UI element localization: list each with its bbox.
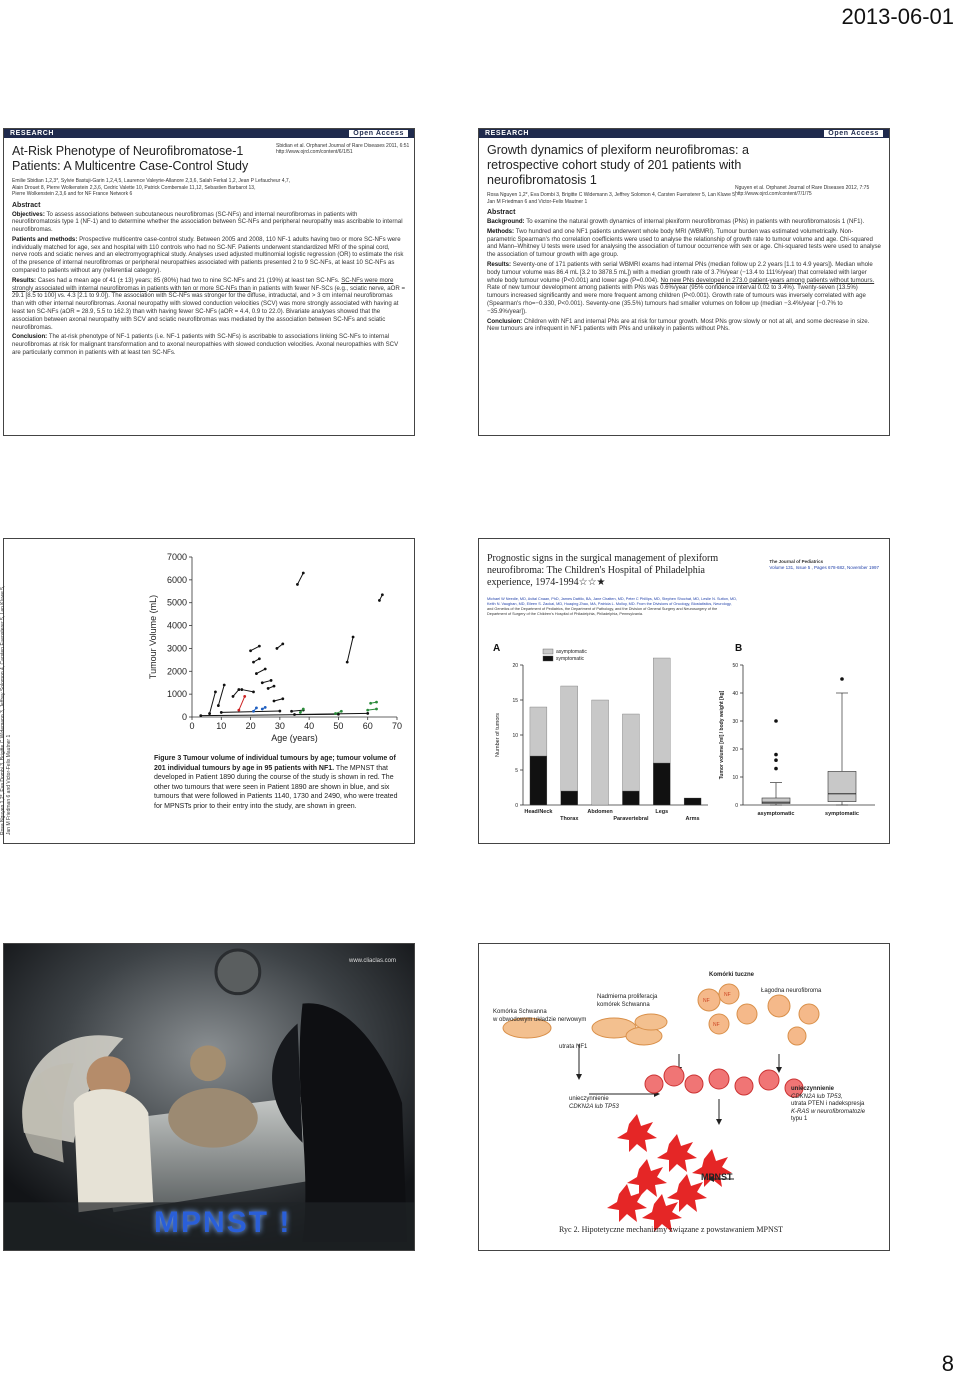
- panel-label: B: [735, 643, 743, 654]
- box: [762, 798, 790, 804]
- bar-segment: [622, 714, 639, 791]
- results-label: Results:: [12, 276, 37, 284]
- data-segment: [242, 690, 254, 692]
- wall-clock: [216, 950, 260, 994]
- nf-label: NF: [713, 1022, 720, 1028]
- label-line: w obwodowym układzie nerwowym: [493, 1016, 587, 1023]
- y-axis-label: Tumour Volume (mL): [148, 594, 158, 680]
- x-tick-label: Head/Neck: [524, 809, 553, 815]
- journal-volume[interactable]: Volume 131, Issue 5 , Pages 678-682, November 1997: [769, 565, 879, 570]
- article-title: [487, 553, 747, 589]
- results-text: Seventy-one of 171 patients with serial WBMRI exams had internal PNs (median follow up 2.2 years [1.1 to 4.9 years]). Median whole body tumour volume was 86.4 mL [3.2 to 3878.5 mL]) with a median growth rate of 3.7%/year (−13.4 to 111%/year) that correlated with larger whole body tumour volume (P<0.001) and lower age (P=0.004).: [487, 260, 873, 284]
- x-tick-label: 40: [304, 721, 315, 731]
- title-line: Prognostic signs in the surgical management of plexiform: [487, 553, 719, 564]
- y-tick-label: 3000: [166, 643, 187, 654]
- diagram-caption: Ryc 2. Hipotetyczne mechanizmy związane z powstawaniem MPNST: [559, 1225, 784, 1234]
- tumour-volume-chart: [142, 543, 412, 755]
- journal-name: The Journal of Pediatrics: [769, 559, 824, 564]
- title-line: Patients: A Multicentre Case-Control Study: [12, 159, 249, 173]
- data-point: [366, 712, 369, 715]
- research-bar: [479, 129, 889, 138]
- mpnst-cell: [657, 1134, 697, 1172]
- rotated-header-content: [0, 543, 12, 839]
- y-tick-label: 5: [515, 768, 518, 774]
- y-tick-label: 20: [512, 663, 518, 669]
- results-text: Cases had a mean age of 41 (± 13) years; 85 (80%) had two to nine SC-NFs and 21 (19%) at least ten SC-NFs.: [37, 276, 340, 284]
- y-tick-label: 20: [732, 747, 738, 753]
- data-point: [264, 706, 267, 709]
- data-point: [252, 690, 255, 693]
- mast-cell: [737, 1004, 757, 1024]
- abstract-heading: Abstract: [487, 209, 516, 216]
- data-point: [261, 681, 264, 684]
- background-text: To examine the natural growth dynamics of internal plexiform neurofibromas (PNs) in patients with neurofibromatosis 1 (NF1).: [526, 218, 865, 225]
- y-tick-label: 5000: [166, 597, 187, 608]
- x-tick-label: Arms: [685, 816, 700, 822]
- data-point: [237, 688, 240, 691]
- x-tick-label: 30: [274, 721, 285, 731]
- conclusion-text: Children with NF1 and internal PNs are at risk for tumour growth. Most PNs grow slowly or not at all, and some decrease in size. New tumours are infrequent in NF1 patients with PNs and unlikely in patients without PNs.: [487, 317, 870, 333]
- bar-segment: [530, 707, 547, 756]
- data-point: [276, 647, 279, 650]
- authors-line: Department of Surgery of the Children's Hospital of Philadelphia, Philadelphia, Pennsylvania.: [487, 612, 644, 616]
- page-date: 2013-06-01: [841, 4, 954, 29]
- outlier-point: [774, 753, 778, 757]
- conclusion-text: The at-risk phenotype of NF-1 patients (i.e. NF-1 patients with SC-NFs) is ascribable to associations linking SC-NFs to internal neurofibromas at risk for malignant transformation and to axonal neuropathies with slowed conduction velocities. Axonal neuropathies with SCV are particularly common in patients with at least ten SC-NFs.: [12, 333, 399, 357]
- data-segment: [218, 685, 224, 706]
- citation-line: Nguyen et al. Orphanet Journal of Rare Diseases 2012, 7:75: [735, 185, 870, 191]
- abstract-heading: Abstract: [12, 201, 41, 209]
- data-point: [334, 712, 337, 715]
- outlier-point: [840, 677, 844, 681]
- abstract-body: [4, 211, 414, 357]
- conclusion-label: Conclusion:: [487, 317, 523, 325]
- label-line: unieczynnienie: [569, 1096, 609, 1102]
- neurofibroma-cell: [735, 1077, 753, 1095]
- neurofibroma-cell: [664, 1066, 684, 1086]
- data-point: [223, 684, 226, 687]
- research-label: RESEARCH: [485, 130, 530, 137]
- authors-line: Jan M Friedman 6 and Victor-Felix Mautner 1: [6, 734, 12, 835]
- authors-line: Jan M Friedman 6 and Victor-Felix Mautner 1: [487, 198, 588, 205]
- citation-url[interactable]: http://www.ojrd.com/content/6/1/51: [276, 149, 353, 155]
- y-axis-label: Number of tumors: [495, 712, 501, 758]
- data-point: [249, 649, 252, 652]
- open-access-label: Open Access: [349, 130, 408, 137]
- x-tick-label: Abdomen: [587, 809, 613, 815]
- data-segment: [256, 669, 265, 674]
- slide-nguyen-article: [478, 128, 890, 436]
- bar-segment: [561, 686, 578, 791]
- x-tick-label: Legs: [655, 809, 669, 815]
- data-point: [255, 672, 258, 675]
- y-tick-label: 0: [181, 712, 187, 722]
- y-tick-label: 15: [512, 698, 518, 704]
- label-line: Nadmierna proliferacja: [597, 994, 658, 1000]
- mast-cell: [799, 1004, 819, 1024]
- data-point: [281, 697, 284, 700]
- inactivation-right-label: [791, 1086, 865, 1124]
- data-point: [352, 636, 355, 639]
- methods-text: Two hundred and one NF1 patients underwent whole body MRI (WBMRI). Tumour burden was estimated volumetrically. Non-parametric Spearman's rho correlation coefficients were used to analyse the relationship of growth rate to tumour volume and age. Chi-squared and Mann–Whitney U tests were used for analysing the association of tumour occurrence with sex or age. Chi-squared tests were used to analyse the association of tumour growth with age group.: [487, 227, 881, 259]
- x-tick-label: symptomatic: [825, 811, 859, 817]
- slide-prognostic-signs: [478, 538, 890, 844]
- data-point: [378, 599, 381, 602]
- legend-swatch: [543, 649, 553, 654]
- data-point: [302, 708, 305, 711]
- background-label: Background:: [487, 218, 525, 225]
- article-title: [479, 138, 889, 188]
- data-segment: [239, 696, 245, 710]
- data-point: [258, 645, 261, 648]
- authors-line: Rosa Nguyen 1,2*, Eva Dombi 3, Brigitte C Widemann 3, Jeffrey Solomon 4, Carsten Fuensterer 5, Lan Kluwe 5,: [487, 192, 737, 198]
- data-point: [208, 712, 211, 715]
- data-point: [273, 700, 276, 703]
- title-line: neurofibromatosis 1: [487, 173, 597, 187]
- bar-segment: [684, 798, 701, 805]
- data-point: [267, 687, 270, 690]
- x-tick-label: 70: [391, 721, 403, 731]
- y-tick-label: 10: [512, 733, 518, 739]
- citation: [276, 143, 409, 155]
- citation-url[interactable]: http://www.ojrd.com/content/7/1/75: [735, 191, 812, 197]
- data-point: [340, 710, 343, 713]
- inactivation-left-label: [569, 1096, 619, 1111]
- y-tick-label: 2000: [166, 666, 187, 677]
- methods-label: Patients and methods:: [12, 235, 78, 243]
- authors: [0, 543, 12, 839]
- tumor-volume-box-plot: [715, 639, 885, 839]
- authors-line: and Genetics of the Department of Pediatrics, the Department of Pathology, and the Division of General Surgery and Neurosurgery of the: [487, 607, 718, 611]
- neurofibroma-cell: [709, 1069, 729, 1089]
- x-tick-label: Paravertebral: [613, 816, 649, 822]
- authors-line: Emilie Sbidian 1,2,3*, Sylvie Bastuji-Garin 1,2,4,5, Laurence Valeyrie-Allanore 2,3,6, Salah Ferkal 1,2, Jean P Lefaucheur 4,7,: [12, 178, 291, 184]
- data-point: [375, 701, 378, 704]
- data-segment: [297, 573, 303, 584]
- slide-illustration: [3, 943, 415, 1251]
- data-point: [220, 711, 223, 714]
- mast-cell: [768, 995, 790, 1017]
- title-line: experience, 1974-1994☆☆★: [487, 577, 606, 588]
- objectives-label: Objectives:: [12, 210, 45, 218]
- data-point: [252, 661, 255, 664]
- y-tick-label: 6000: [166, 574, 187, 585]
- data-point: [240, 688, 243, 691]
- caption-text: The MPNST that developed in Patient 1890 during the course of the study is shown in red. The other two tumours that were seen in Patient 1890 are shown in blue, and six tumours that were followed in Patients 1140, 1730 and 2490, who were treated for MPNSTs prior to their entry into the study, are shown in green.: [154, 764, 398, 810]
- mpnst-cell: [617, 1114, 657, 1152]
- open-access-label: Open Access: [824, 130, 883, 137]
- data-point: [302, 572, 305, 575]
- bar-segment: [530, 756, 547, 805]
- hospital-scene-illustration: [4, 944, 414, 1250]
- legend-label: asymptomatic: [556, 649, 587, 655]
- data-point: [346, 661, 349, 664]
- authors-line[interactable]: Keith N. Vaughan, MD, Eileen S. Zackai, MD, Huaqing Zhao, MA, Patricia L. Molloy, MD. From the Divisions of Oncology, Biostatistics, Neurology,: [487, 602, 732, 606]
- conclusion-label: Conclusion:: [12, 333, 48, 341]
- patient-figure: [168, 1088, 258, 1148]
- authors-line: Pierre Wolkenstein 2,3,6 and for NF France Network 6: [12, 191, 133, 197]
- label-line: Komórka Schwanna: [493, 1009, 547, 1015]
- label-line: typu 1: [791, 1116, 808, 1122]
- data-point: [270, 679, 273, 682]
- data-point: [264, 668, 267, 671]
- rotated-article-header: [0, 539, 114, 845]
- methods-label: Methods:: [487, 227, 515, 235]
- x-tick-label: 0: [189, 721, 195, 731]
- citation-line: Sbidian et al. Orphanet Journal of Rare Diseases 2011, 6:51: [276, 143, 410, 149]
- y-tick-label: 10: [732, 775, 738, 781]
- data-point: [366, 709, 369, 712]
- authors-line: Rosa Nguyen 1,2*, Eva Dombi 3, Brigitte C Widemann 3, Jeffrey Solomon 4, Carsten Fuensterer 5, Lan Kluwe 5,: [0, 585, 6, 835]
- y-tick-label: 0: [735, 803, 738, 809]
- y-tick-label: 4000: [166, 620, 187, 631]
- results-text: in patients with fewer NF-SCs (e.g., sciatic nerve, aOR = 29.1 [8.5 to 100] vs. 4.3 [2.1 to 9.0]). The association with SC-NFs was stronger for the diffuse, intraductal, and > 3 cm internal neurofibromas than with other internal neurofibromas. Axonal neuropathy with slowed conduction velocities (SCV) was more strongly associated with having at least ten SC-NFs (aOR = 28.9, 5.5 to 162.3) than with having fewer SC-NFs (aOR = 4.4, 0.9 to 22.0). Bivariate analyses showed that the association between axonal neuropathy with SCV and sciatic neurofibromas was mediated by the association between SC-NFs and sciatic neurofibromas.: [12, 284, 406, 331]
- title-line: retrospective cohort study of 201 patients with: [487, 158, 742, 172]
- data-segment: [347, 637, 353, 662]
- label-line: K-RAS w neurofibromatozie: [791, 1108, 866, 1115]
- research-label: RESEARCH: [10, 130, 55, 137]
- x-tick-label: Thorax: [560, 816, 579, 822]
- y-tick-label: 30: [732, 719, 738, 725]
- data-point: [281, 642, 284, 645]
- authors: [4, 174, 414, 198]
- label-line: komórek Schwanna: [597, 1001, 650, 1008]
- bar-segment: [653, 763, 670, 805]
- box: [828, 771, 856, 801]
- title-line: Growth dynamics of plexiform neurofibromas: a: [487, 143, 749, 157]
- results-text: Rate of new tumour development among patients with PNs was 0.6%/year (95% confidence interval 0.02 to 3.4%). Twenty-seven (13.5%) tumours increased significantly and were more frequent among children (P<0.001). Growth rate of tumours was inversely correlated with age (Spearman's rho=−0.330, P<0.001). Seventy-one (35.5%) tumours had smaller volumes on follow up (median −3.4%/year [−0.7% to −35.9%/year]).: [487, 284, 866, 315]
- watermark: www.cliaclas.com: [348, 958, 396, 964]
- outlier-point: [774, 758, 778, 762]
- data-point: [293, 713, 296, 716]
- loss-nf1-label: utrata NF1: [559, 1044, 588, 1050]
- y-axis-label: Tumor volume [ml] / body weight [kg]: [719, 690, 725, 780]
- abstract-body: [479, 218, 889, 333]
- proliferation-label: [597, 994, 657, 1009]
- data-point: [278, 710, 281, 713]
- y-tick-label: 7000: [166, 552, 187, 562]
- data-point: [299, 711, 302, 714]
- label-line: CDKN2A lub TP53: [569, 1103, 619, 1110]
- data-point: [261, 708, 264, 711]
- data-segment: [251, 646, 260, 651]
- mpnst-label: MPNST: [701, 1172, 733, 1182]
- data-point: [375, 708, 378, 711]
- neurofibroma-cell: [759, 1070, 779, 1090]
- slide-tumour-volume-figure: [0, 538, 415, 844]
- mpnst-cell: [627, 1159, 667, 1197]
- outlier-point: [774, 719, 778, 723]
- schwann-cell: [635, 1014, 667, 1030]
- neurofibroma-cell: [645, 1075, 663, 1093]
- authors: [487, 597, 787, 617]
- data-point: [232, 695, 235, 698]
- data-point: [273, 685, 276, 688]
- title-line: At-Risk Phenotype of Neurofibromatose-1: [12, 144, 244, 158]
- mast-cell: [788, 1027, 806, 1045]
- x-tick-label: 60: [362, 721, 373, 731]
- data-point: [243, 695, 246, 698]
- slide-mpnst-mechanism-diagram: [478, 943, 890, 1251]
- data-point: [199, 714, 202, 717]
- methods-text: Prospective multicentre case-control study. Between 2005 and 2008, 110 NF-1 adults having two or more SC-NFs were individually matched for age, sex and hospital with 110 controls who had no SC-NF. Patients underwent standardized MRI of the spinal cord, nerve roots and sciatic nerves and an electromyographical study. Analyses used adjusted multinomial logistic regression (OR) to estimate the risk of the presence of internal neurofibromas or peripheral neuropathies associated with patients presented 2 to 9 SC-NFs, at least 10 SC-NFs as compared to patients without any (referential category).: [12, 235, 404, 275]
- y-tick-label: 50: [732, 663, 738, 669]
- journal-info: [769, 559, 879, 571]
- research-bar: [4, 129, 414, 138]
- data-point: [369, 702, 372, 705]
- title-line: neurofibroma: The Children's Hospital of Philadelphia: [487, 565, 705, 576]
- tumor-location-bar-chart: [487, 639, 717, 839]
- results-label: Results:: [487, 260, 512, 268]
- data-point: [258, 657, 261, 660]
- label-line: unieczynnienie: [791, 1086, 835, 1092]
- data-point: [381, 593, 384, 596]
- label-line: utrata PTEN i nadekspresja: [791, 1101, 865, 1107]
- data-point: [255, 706, 258, 709]
- slide-sbidian-article: [3, 128, 415, 436]
- data-segment: [210, 692, 216, 714]
- label-line: CDKN2A lub TP53,: [791, 1093, 843, 1100]
- patient-head: [190, 1045, 226, 1081]
- legend-swatch: [543, 656, 553, 661]
- results-underlined: SC-NFs were more strongly associated with internal neurofibromas in patients with ten or more SC-NFs than: [12, 276, 394, 292]
- bar-segment: [653, 658, 670, 763]
- nf-label: NF: [724, 992, 731, 998]
- x-axis-label: Age (years): [271, 733, 318, 743]
- objectives-text: To assess associations between subcutaneous neurofibromas (SC-NFs) and internal neurofibromas in patients with neurofibromatosis type 1 (NF-1) and to determine whether the association between SC-NFs and peripheral neuropathy was ascribable to internal neurofibromas.: [12, 210, 403, 234]
- y-tick-label: 0: [515, 803, 518, 809]
- data-point: [214, 690, 217, 693]
- neurofibroma-cell: [685, 1075, 703, 1093]
- data-point: [237, 709, 240, 712]
- data-segment: [295, 713, 368, 714]
- x-tick-label: 50: [333, 721, 344, 731]
- bar-segment: [561, 791, 578, 805]
- citation: [735, 185, 869, 197]
- authors-line: Alain Drouet 8, Pierre Wolkenstein 2,3,6, Cedric Valette 10, Patrick Combemale 11,12, Sebastien Barbarot 13,: [12, 184, 256, 191]
- y-tick-label: 40: [732, 691, 738, 697]
- bar-segment: [622, 791, 639, 805]
- nf-label: NF: [703, 998, 710, 1004]
- results-underlined: No new PNs developed in 273.0 patient-years among patients without tumours.: [660, 276, 875, 284]
- panel-label: A: [493, 643, 501, 654]
- mast-cells-label: Komórki tuczne: [709, 972, 755, 978]
- data-point: [252, 710, 255, 713]
- data-point: [296, 583, 299, 586]
- caption-bold: Figure 3 Tumour volume of individual tumours by age; tumour volume of 201 individual tumours by age in 95 patients with NF1.: [154, 755, 396, 772]
- benign-neurofibroma-label: Łagodna neurofibroma: [761, 988, 822, 994]
- figure-caption: [154, 754, 406, 811]
- bar-segment: [592, 700, 609, 805]
- legend-label: symptomatic: [556, 656, 585, 662]
- doctor-figure: [74, 1089, 154, 1212]
- y-tick-label: 1000: [166, 689, 187, 700]
- x-tick-label: 10: [216, 721, 227, 731]
- mpnst-overlay-text: MPNST !: [154, 1206, 292, 1239]
- schwann-cell-label: [493, 1009, 586, 1024]
- x-tick-label: asymptomatic: [757, 811, 795, 817]
- x-tick-label: 20: [245, 721, 256, 731]
- authors-line[interactable]: Michael W Needle, MD, Avital Cnaan, PhD, James Dattilo, BA, Jane Chatten, MD, Peter C Phillips, MD, Stephen Shochat, MD, Leslie N. Sutton, MD,: [487, 597, 737, 601]
- data-point: [290, 710, 293, 713]
- outlier-point: [774, 767, 778, 771]
- page-number: 8: [941, 1351, 954, 1376]
- data-point: [217, 704, 220, 707]
- data-segment: [221, 711, 280, 712]
